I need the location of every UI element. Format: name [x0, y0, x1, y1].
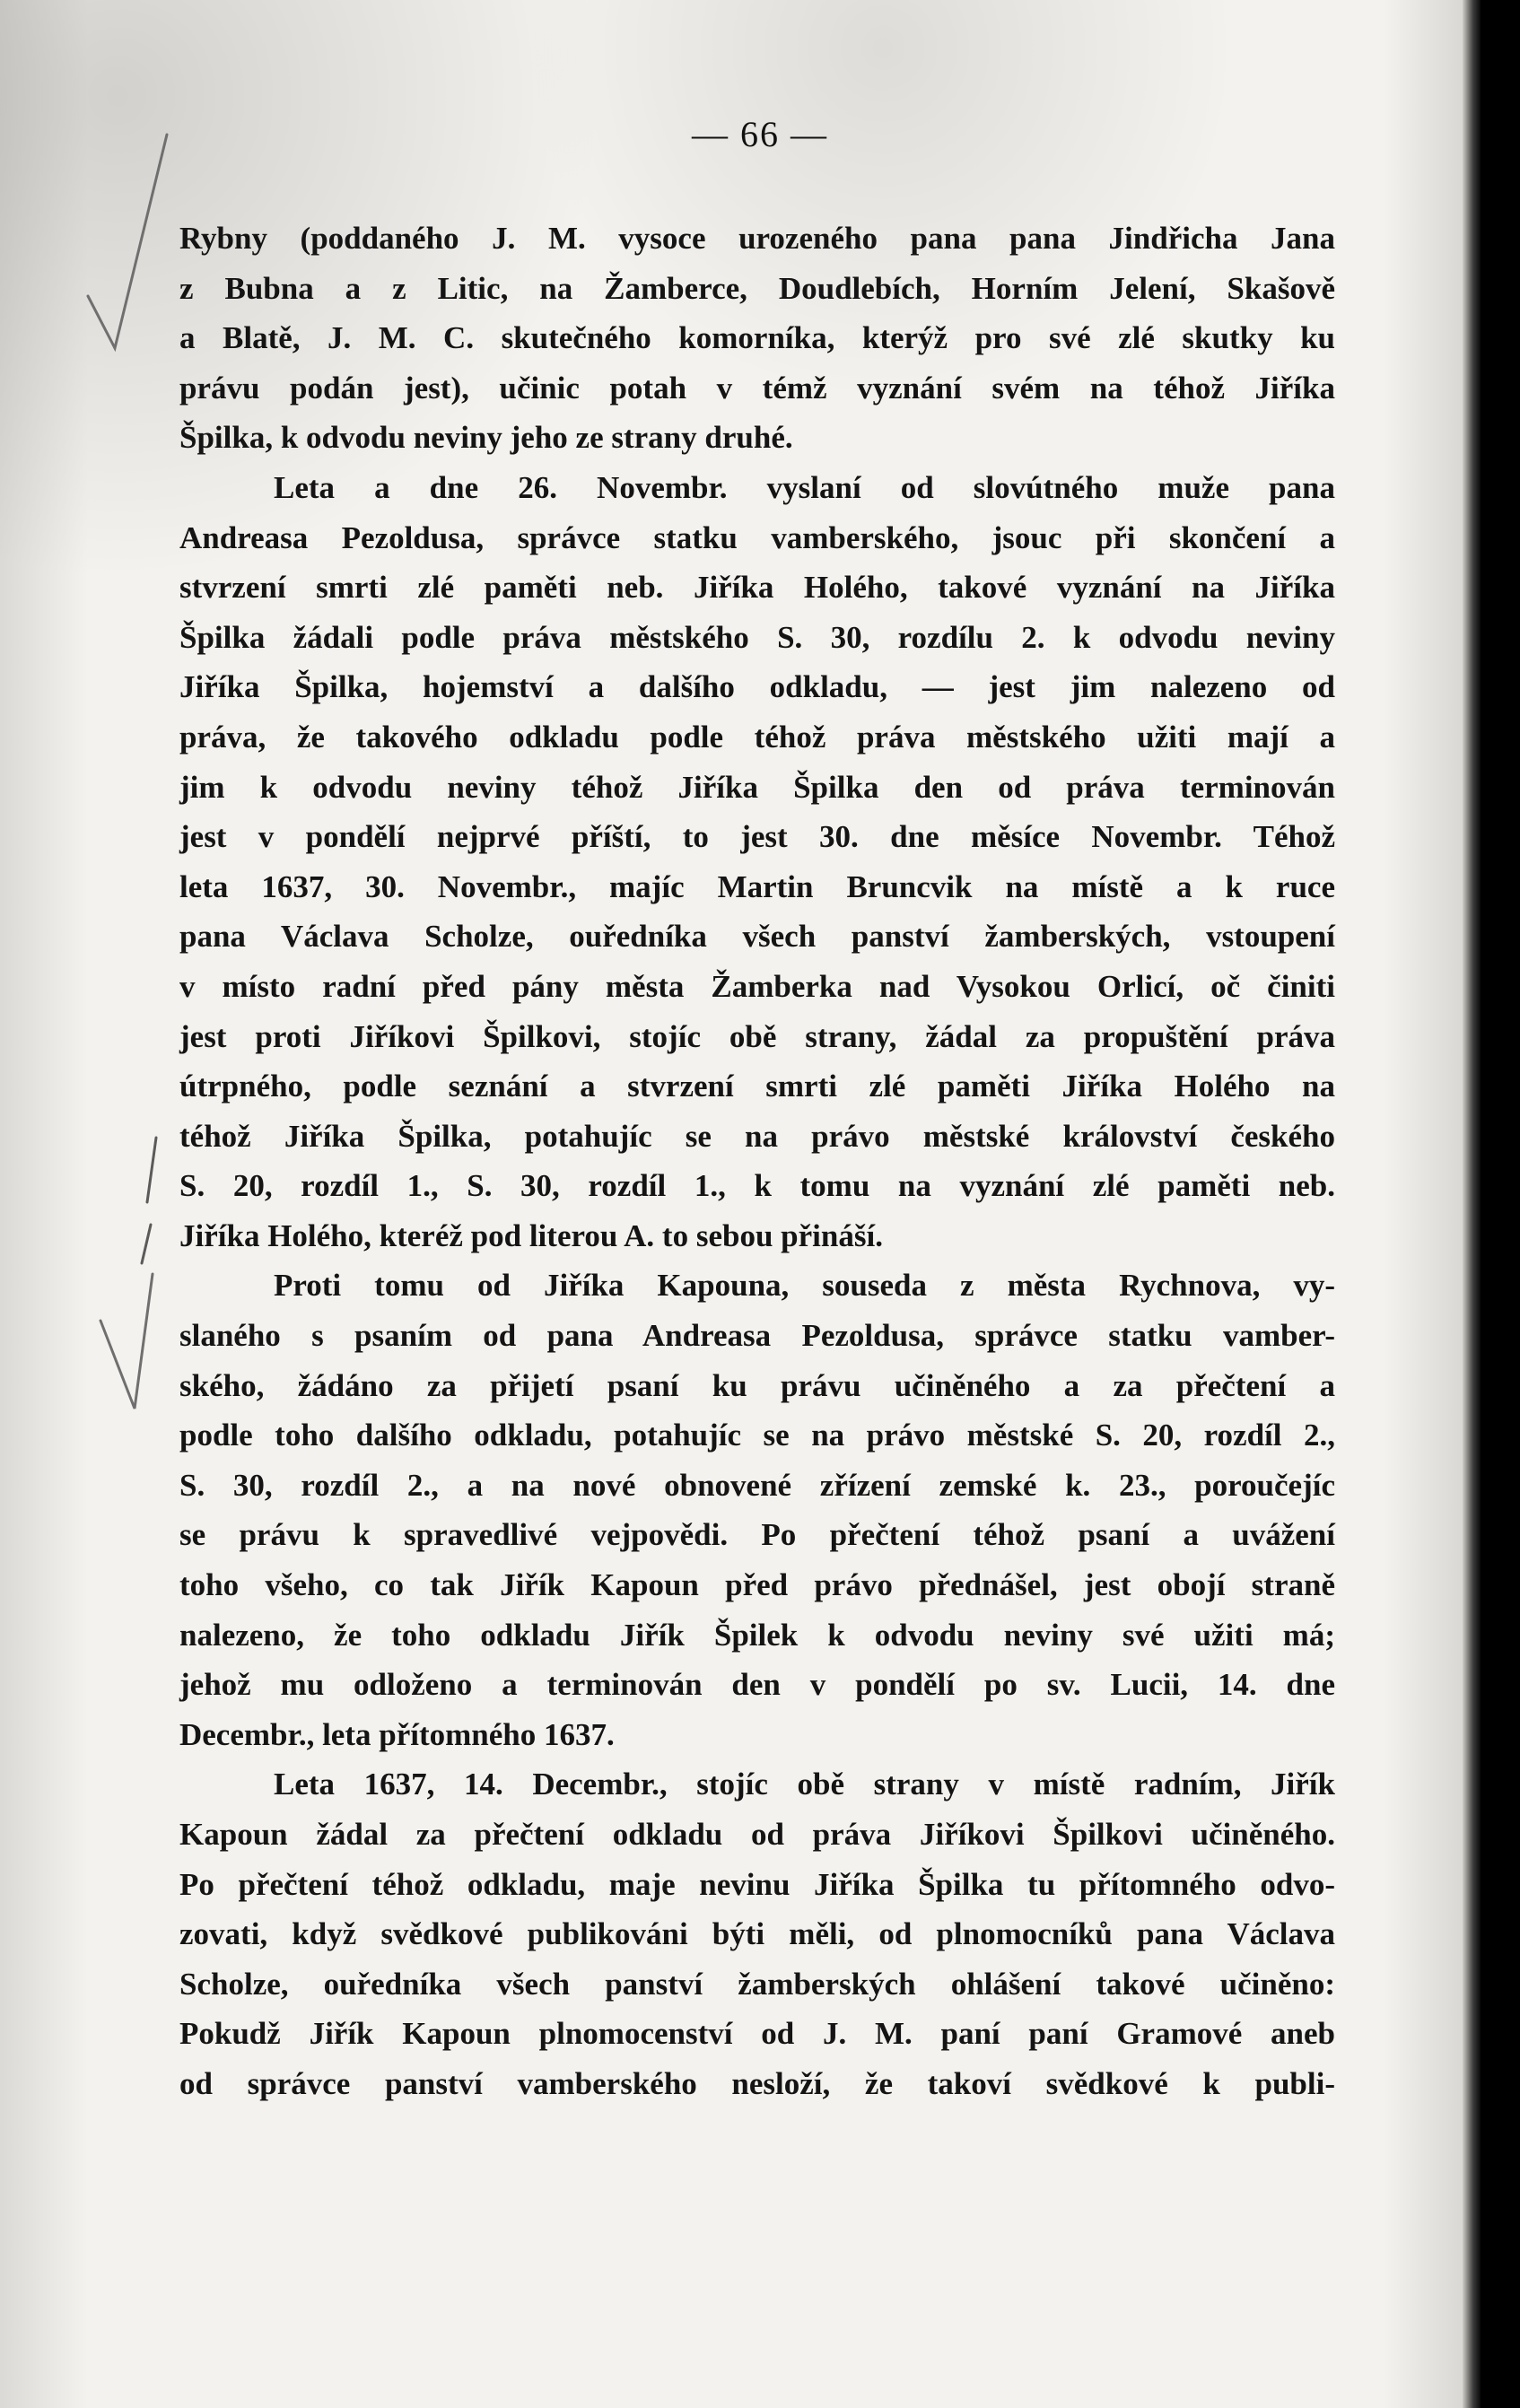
text-line: Rybny (poddaného J. M. vysoce urozeného pana pana Jindřicha Jana	[179, 221, 1335, 256]
text-line: Leta 1637, 14. Decembr., stojíc obě strany v místě radním, Jiřík	[274, 1767, 1335, 1802]
text-line: Kapoun žádal za přečtení odkladu od práva Jiříkovi Špilkovi učiněného.	[179, 1817, 1335, 1852]
page-number: — 66 —	[692, 114, 828, 154]
text-line: jim k odvodu neviny téhož Jiříka Špilka den od práva terminován	[179, 769, 1335, 805]
text-line: právu podán jest), učinic potah v témž vyznání svém na téhož Jiříka	[179, 370, 1335, 406]
text-line: toho všeho, co tak Jiřík Kapoun před právo přednášel, jest obojí straně	[179, 1567, 1335, 1603]
text-line: jest v pondělí nejprvé příští, to jest 30. dne měsíce Novembr. Téhož	[179, 819, 1335, 855]
text-line: Špilka, k odvodu neviny jeho ze strany druhé.	[179, 420, 793, 456]
text-line: pana Václava Scholze, ouředníka všech panství žamberských, vstoupení	[179, 919, 1335, 955]
text-line: Špilka žádali podle práva městského S. 30, rozdílu 2. k odvodu neviny	[179, 619, 1335, 655]
text-line: Andreasa Pezoldusa, správce statku vamberského, jsouc při skončení a	[179, 519, 1335, 555]
text-line: útrpného, podle seznání a stvrzení smrti zlé paměti Jiříka Holého na	[179, 1069, 1335, 1104]
text-line: Pokudž Jiřík Kapoun plnomocenství od J. M. paní paní Gramové aneb	[179, 2016, 1335, 2052]
text-line: téhož Jiříka Špilka, potahujíc se na právo městské království českého	[179, 1118, 1335, 1154]
text-line: od správce panství vamberského nesloží, že takoví svědkové k publi-	[179, 2065, 1335, 2101]
text-line: podle toho dalšího odkladu, potahujíc se na právo městské S. 20, rozdíl 2.,	[179, 1418, 1335, 1453]
text-line: Scholze, ouředníka všech panství žamberských ohlášení takové učiněno:	[179, 1966, 1335, 2002]
text-line: Jiříka Špilka, hojemství a dalšího odkladu, — jest jim nalezeno od	[179, 669, 1335, 705]
page-edge-shadow	[1463, 0, 1481, 2408]
text-line: v místo radní před pány města Žamberka nad Vysokou Orlicí, oč činiti	[179, 968, 1335, 1004]
text-line: leta 1637, 30. Novembr., majíc Martin Bruncvik na místě a k ruce	[179, 868, 1335, 904]
text-line: Decembr., leta přítomného 1637.	[179, 1716, 615, 1752]
text-line: Leta a dne 26. Novembr. vyslaní od slovútného muže pana	[274, 469, 1335, 505]
text-line: nalezeno, že toho odkladu Jiřík Špilek k odvodu neviny své užiti má;	[179, 1617, 1335, 1653]
text-line: jest proti Jiříkovi Špilkovi, stojíc obě strany, žádal za propuštění práva	[179, 1018, 1335, 1054]
text-line: Proti tomu od Jiříka Kapouna, souseda z města Rychnova, vy-	[274, 1268, 1335, 1304]
text-line: a Blatě, J. M. C. skutečného komorníka, kterýž pro své zlé skutky ku	[179, 320, 1335, 356]
text-line: S. 30, rozdíl 2., a na nové obnovené zřízení zemské k. 23., poroučejíc	[179, 1467, 1335, 1503]
text-line: Jiříka Holého, kteréž pod literou A. to sebou přináší.	[179, 1217, 883, 1253]
text-line: stvrzení smrti zlé paměti neb. Jiříka Holého, takové vyznání na Jiříka	[179, 570, 1335, 606]
text-line: ského, žádáno za přijetí psaní ku právu učiněného a za přečtení a	[179, 1367, 1335, 1403]
text-line: z Bubna a z Litic, na Žamberce, Doudlebích, Horním Jelení, Skašově	[179, 270, 1335, 306]
text-line: zovati, když svědkové publikováni býti měli, od plnomocníků pana Václava	[179, 1916, 1335, 1952]
body-text	[179, 214, 1335, 2109]
text-line: se právu k spravedlivé vejpovědi. Po přečtení téhož psaní a uvážení	[179, 1517, 1335, 1553]
text-line: Po přečtení téhož odkladu, maje nevinu Jiříka Špilka tu přítomného odvo-	[179, 1866, 1335, 1902]
text-line: slaného s psaním od pana Andreasa Pezoldusa, správce statku vamber-	[179, 1318, 1335, 1354]
text-line: práva, že takového odkladu podle téhož práva městského užiti mají a	[179, 719, 1335, 755]
text-line: jehož mu odloženo a terminován den v pondělí po sv. Lucii, 14. dne	[179, 1667, 1335, 1703]
text-line: S. 20, rozdíl 1., S. 30, rozdíl 1., k tomu na vyznání zlé paměti neb.	[179, 1168, 1335, 1204]
